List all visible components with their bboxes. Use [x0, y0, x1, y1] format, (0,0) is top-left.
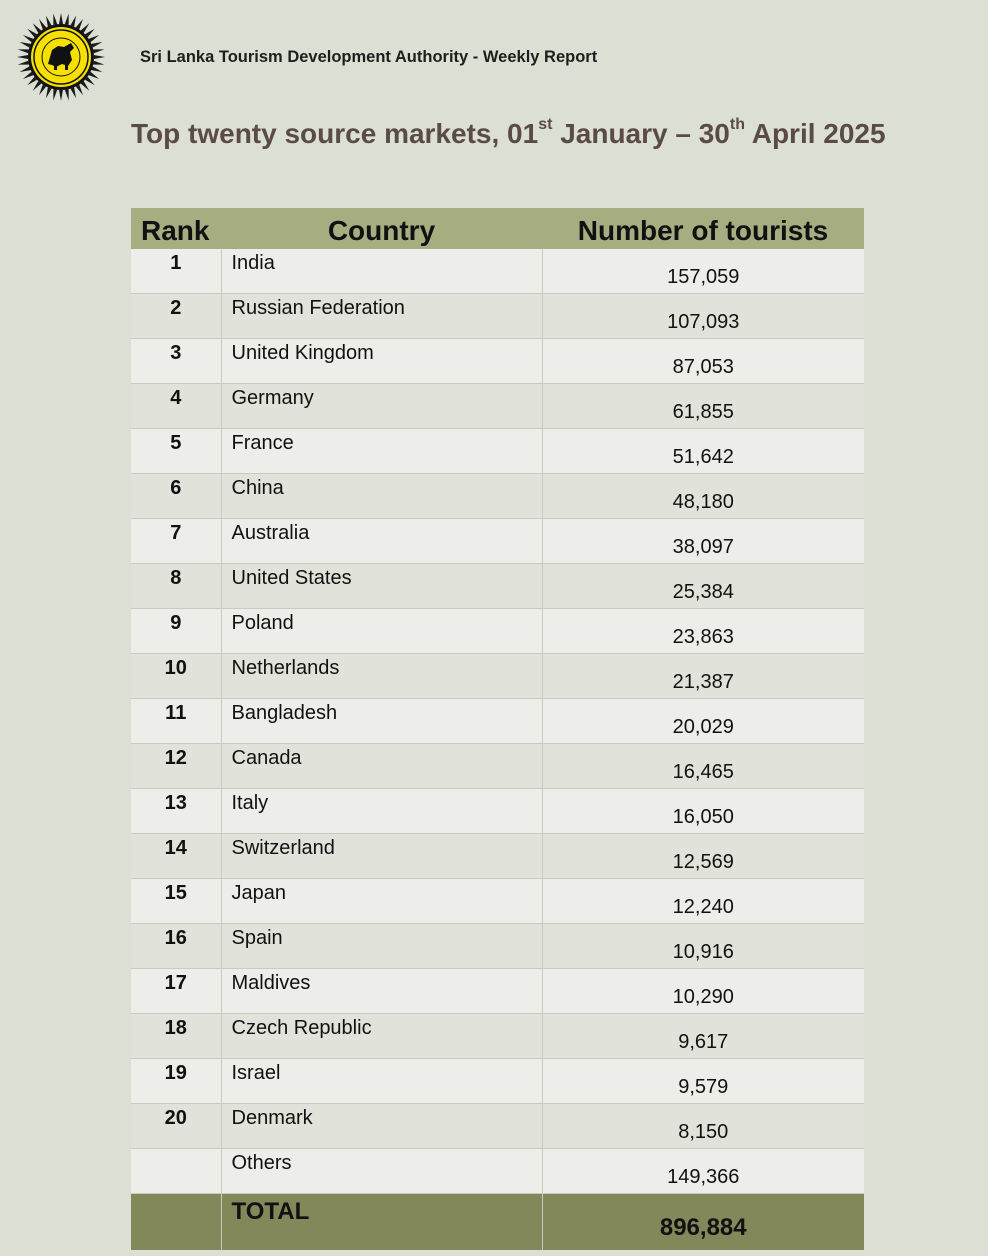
country-cell: United Kingdom — [221, 339, 542, 384]
country-cell: Bangladesh — [221, 699, 542, 744]
rank-cell: 4 — [131, 384, 221, 429]
organization-title: Sri Lanka Tourism Development Authority - Weekly Report — [140, 48, 598, 66]
table-row — [131, 384, 864, 429]
tourists-cell: 149,366 — [542, 1149, 864, 1194]
table-row — [131, 924, 864, 969]
tourists-cell: 10,290 — [542, 969, 864, 1014]
rank-cell: 19 — [131, 1059, 221, 1104]
table-header-row — [131, 208, 864, 249]
country-cell: United States — [221, 564, 542, 609]
column-header-tourists: Number of tourists — [542, 208, 864, 249]
table-row — [131, 429, 864, 474]
country-cell: France — [221, 429, 542, 474]
table-row — [131, 1059, 864, 1104]
total-rank-cell — [131, 1194, 221, 1251]
country-cell: Switzerland — [221, 834, 542, 879]
table-row — [131, 654, 864, 699]
table-row — [131, 1104, 864, 1149]
tourists-cell: 12,569 — [542, 834, 864, 879]
rank-cell: 3 — [131, 339, 221, 384]
tourists-cell: 9,617 — [542, 1014, 864, 1059]
country-cell: Denmark — [221, 1104, 542, 1149]
tourists-cell: 23,863 — [542, 609, 864, 654]
country-cell: Italy — [221, 789, 542, 834]
tourists-cell: 38,097 — [542, 519, 864, 564]
table-row — [131, 879, 864, 924]
rank-cell: 17 — [131, 969, 221, 1014]
tourists-cell: 25,384 — [542, 564, 864, 609]
table-row — [131, 789, 864, 834]
tourists-cell: 10,916 — [542, 924, 864, 969]
table-row — [131, 744, 864, 789]
table-row — [131, 1149, 864, 1194]
country-cell: China — [221, 474, 542, 519]
rank-cell: 1 — [131, 249, 221, 294]
rank-cell: 20 — [131, 1104, 221, 1149]
sltda-logo — [16, 12, 106, 102]
rank-cell: 8 — [131, 564, 221, 609]
country-cell: Germany — [221, 384, 542, 429]
tourists-cell: 20,029 — [542, 699, 864, 744]
total-row — [131, 1194, 864, 1251]
source-markets-table — [131, 208, 864, 1250]
column-header-country: Country — [221, 208, 542, 249]
country-cell: Russian Federation — [221, 294, 542, 339]
tourists-cell: 21,387 — [542, 654, 864, 699]
rank-cell: 2 — [131, 294, 221, 339]
rank-cell: 13 — [131, 789, 221, 834]
country-cell: Australia — [221, 519, 542, 564]
country-cell: Japan — [221, 879, 542, 924]
tourists-cell: 157,059 — [542, 249, 864, 294]
country-cell: Poland — [221, 609, 542, 654]
page-title: Top twenty source markets, 01st January – 30th April 2025 — [131, 116, 886, 149]
tourists-cell: 12,240 — [542, 879, 864, 924]
tourists-cell: 9,579 — [542, 1059, 864, 1104]
table-row — [131, 474, 864, 519]
rank-cell: 18 — [131, 1014, 221, 1059]
tourists-cell: 48,180 — [542, 474, 864, 519]
table-row — [131, 564, 864, 609]
country-cell: India — [221, 249, 542, 294]
table-row — [131, 339, 864, 384]
tourists-cell: 8,150 — [542, 1104, 864, 1149]
tourists-cell: 16,050 — [542, 789, 864, 834]
tourists-cell: 87,053 — [542, 339, 864, 384]
total-value: 896,884 — [542, 1194, 864, 1251]
total-label: TOTAL — [221, 1194, 542, 1251]
table-row — [131, 699, 864, 744]
rank-cell: 14 — [131, 834, 221, 879]
rank-cell: 16 — [131, 924, 221, 969]
table-row — [131, 249, 864, 294]
rank-cell: 5 — [131, 429, 221, 474]
rank-cell: 6 — [131, 474, 221, 519]
country-cell: Maldives — [221, 969, 542, 1014]
country-cell: Canada — [221, 744, 542, 789]
tourists-cell: 61,855 — [542, 384, 864, 429]
table-row — [131, 834, 864, 879]
country-cell: Spain — [221, 924, 542, 969]
table-row — [131, 519, 864, 564]
rank-cell: 11 — [131, 699, 221, 744]
tourists-cell: 16,465 — [542, 744, 864, 789]
table-row — [131, 969, 864, 1014]
rank-cell: 9 — [131, 609, 221, 654]
rank-cell: 7 — [131, 519, 221, 564]
rank-cell: 15 — [131, 879, 221, 924]
table-row — [131, 294, 864, 339]
rank-cell: 12 — [131, 744, 221, 789]
rank-cell — [131, 1149, 221, 1194]
country-cell: Israel — [221, 1059, 542, 1104]
column-header-rank: Rank — [131, 208, 221, 249]
table-row — [131, 1014, 864, 1059]
table-row — [131, 609, 864, 654]
tourists-cell: 107,093 — [542, 294, 864, 339]
country-cell: Others — [221, 1149, 542, 1194]
rank-cell: 10 — [131, 654, 221, 699]
country-cell: Netherlands — [221, 654, 542, 699]
tourists-cell: 51,642 — [542, 429, 864, 474]
country-cell: Czech Republic — [221, 1014, 542, 1059]
